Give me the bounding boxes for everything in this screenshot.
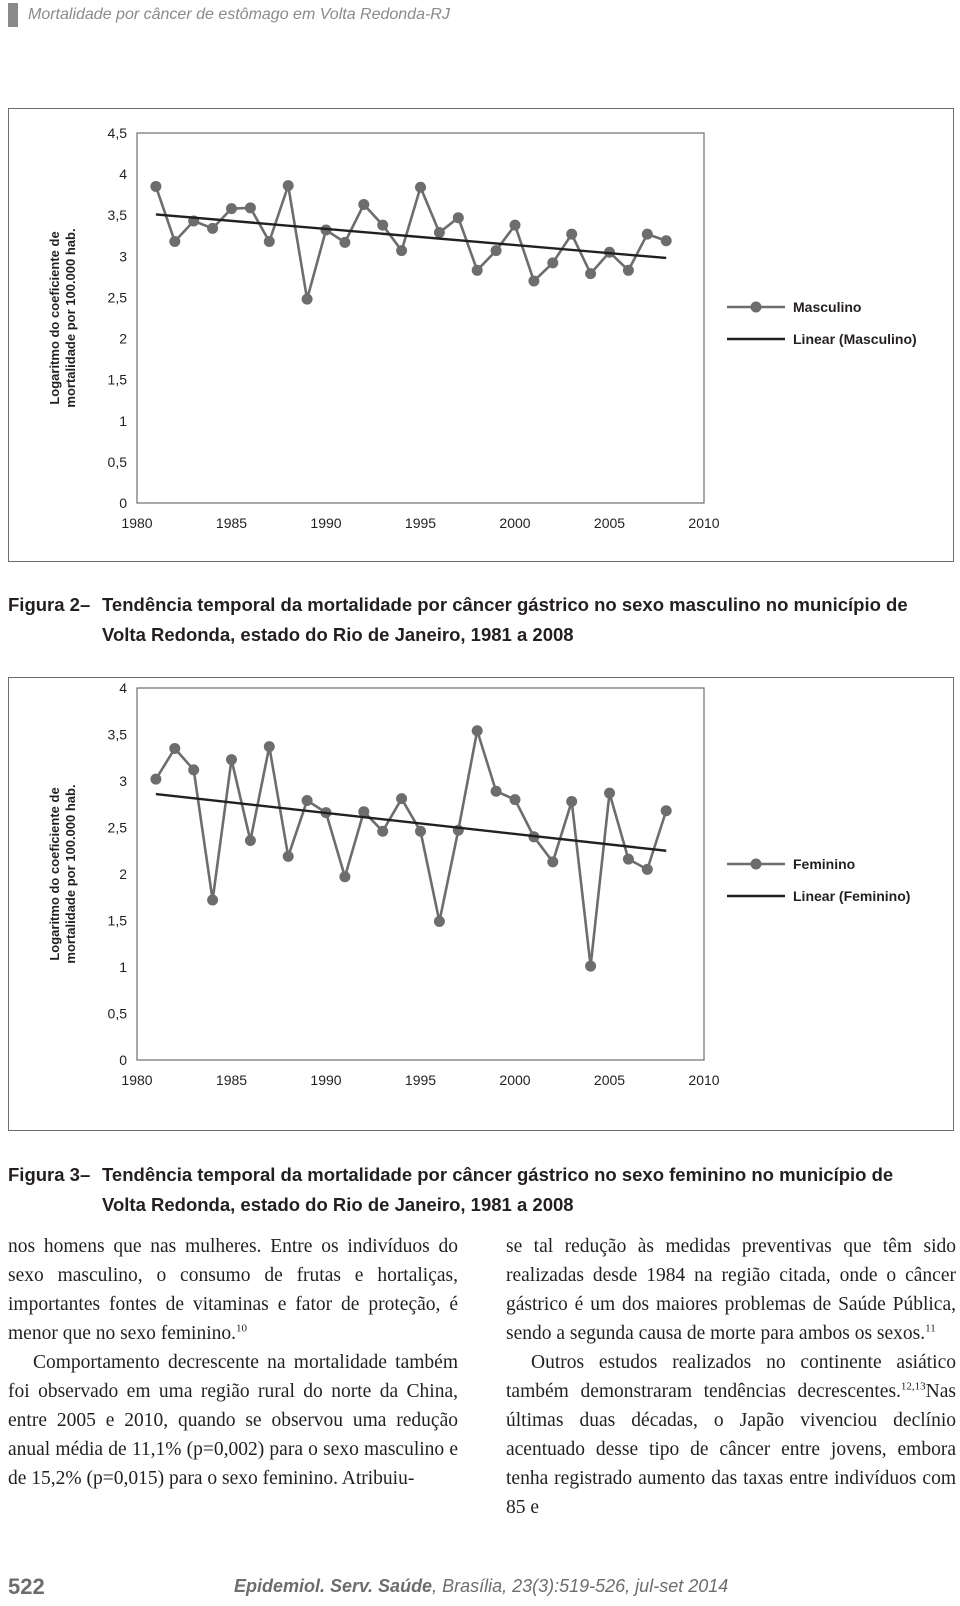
data-point — [566, 796, 577, 807]
data-point — [547, 257, 558, 268]
figure-2-dash: – — [80, 594, 91, 615]
data-point — [150, 181, 161, 192]
data-point — [358, 199, 369, 210]
data-point — [661, 235, 672, 246]
figure-3-caption — [8, 1160, 938, 1220]
data-point — [283, 851, 294, 862]
trend-line — [156, 794, 666, 851]
figure-2-number: Figura 2 — [8, 594, 80, 615]
data-point — [472, 725, 483, 736]
data-point — [377, 826, 388, 837]
figure-2-plot — [9, 109, 955, 563]
figure-3-plot — [9, 678, 955, 1132]
y-tick-label: 1,5 — [107, 912, 127, 929]
figure-3-dash: – — [80, 1164, 91, 1185]
data-point — [415, 826, 426, 837]
page-number: 522 — [8, 1574, 45, 1599]
x-tick-label: 2000 — [499, 515, 531, 531]
y-tick-label: 4 — [119, 680, 127, 696]
x-tick-label: 2005 — [593, 515, 626, 531]
figure-2-caption — [8, 590, 938, 650]
figure-3-caption-title: Tendência temporal da mortalidade por câncer gástrico no sexo feminino no município de Volta Redonda, estado do Rio de Janeiro, 1981 a 2008 — [102, 1164, 894, 1215]
data-point — [623, 265, 634, 276]
series-line — [156, 731, 666, 966]
data-point — [339, 237, 350, 248]
data-point — [207, 223, 218, 234]
data-point — [264, 236, 275, 247]
plot-area — [137, 688, 704, 1060]
x-tick-label: 2005 — [593, 1072, 626, 1088]
reference-superscript: 10 — [236, 1322, 247, 1335]
data-point — [623, 854, 634, 865]
legend-marker — [751, 859, 762, 870]
paragraph-text: Comportamento decrescente na mortalidade também foi observado em uma região rural do norte da China, entre 2005 e 2010, quando se observou uma redução anual média de 11,1% (p=0,002) para o sexo masculino e de 15,2% (p=0,015) para o sexo feminino. Atribuiu- — [8, 1352, 458, 1489]
citation-details: , Brasília, 23(3):519-526, jul-set 2014 — [432, 1576, 729, 1596]
paragraph-text: Outros estudos realizados no continente asiático também demonstraram tendências decrescentes. — [506, 1352, 956, 1402]
x-tick-label: 1985 — [215, 1072, 248, 1088]
y-tick-label: 0 — [119, 1052, 127, 1068]
y-tick-label: 2,5 — [107, 289, 127, 306]
data-point — [642, 864, 653, 875]
running-head-text: Mortalidade por câncer de estômago em Volta Redonda-RJ — [28, 6, 450, 23]
y-axis-label: Logaritmo do coeficiente de — [47, 231, 62, 405]
data-point — [585, 268, 596, 279]
y-tick-label: 2,5 — [107, 819, 127, 836]
paragraph — [506, 1232, 956, 1348]
data-point — [245, 835, 256, 846]
data-point — [472, 265, 483, 276]
data-point — [264, 741, 275, 752]
y-tick-label: 0,5 — [107, 453, 127, 470]
data-point — [339, 871, 350, 882]
data-point — [491, 245, 502, 256]
data-point — [528, 276, 539, 287]
paragraph-text: nos homens que nas mulheres. Entre os indivíduos do sexo masculino, o consumo de frutas e hortaliças, importantes fontes de vitaminas e fator de proteção, é menor que no sexo feminino. — [8, 1236, 458, 1344]
y-tick-label: 1 — [119, 412, 127, 429]
data-point — [169, 743, 180, 754]
legend-label: Feminino — [793, 856, 856, 872]
journal-name: Epidemiol. Serv. Saúde — [234, 1576, 433, 1596]
x-tick-label: 2010 — [688, 515, 720, 531]
x-tick-label: 1980 — [121, 1072, 153, 1088]
data-point — [302, 294, 313, 305]
y-tick-label: 3 — [119, 773, 127, 789]
data-point — [377, 220, 388, 231]
data-point — [453, 212, 464, 223]
data-point — [604, 788, 615, 799]
y-tick-label: 4 — [119, 166, 127, 183]
reference-superscript: 12,13 — [900, 1380, 926, 1393]
y-axis-label: mortalidade por 100.000 hab. — [63, 228, 78, 408]
data-point — [642, 229, 653, 240]
series-line — [156, 186, 666, 299]
x-tick-label: 2000 — [499, 1072, 531, 1088]
x-tick-label: 1995 — [404, 1072, 437, 1088]
data-point — [491, 786, 502, 797]
data-point — [188, 764, 199, 775]
y-axis-label: Logaritmo do coeficiente de — [47, 787, 62, 961]
paragraph — [506, 1348, 956, 1522]
data-point — [283, 180, 294, 191]
legend-label: Masculino — [793, 299, 862, 315]
page-footer — [8, 1574, 952, 1604]
x-tick-label: 1990 — [310, 1072, 342, 1088]
text-column-left — [8, 1232, 458, 1493]
figure-3-number: Figura 3 — [8, 1164, 80, 1185]
data-point — [396, 245, 407, 256]
figure-3-chart — [8, 677, 954, 1131]
x-tick-label: 1990 — [310, 515, 342, 531]
data-point — [415, 182, 426, 193]
running-head-bar — [8, 3, 18, 27]
x-tick-label: 2010 — [688, 1072, 720, 1088]
paragraph — [8, 1232, 458, 1348]
data-point — [547, 856, 558, 867]
data-point — [434, 227, 445, 238]
y-tick-label: 2 — [119, 330, 127, 347]
data-point — [245, 202, 256, 213]
data-point — [510, 220, 521, 231]
y-tick-label: 3,5 — [107, 207, 127, 224]
journal-citation — [234, 1576, 728, 1597]
data-point — [226, 754, 237, 765]
y-tick-label: 1,5 — [107, 371, 127, 388]
data-point — [207, 895, 218, 906]
paragraph-text: Nas últimas duas décadas, o Japão vivenciou declínio acentuado desse tipo de câncer entre jovens, embora tenha registrado aumento das taxas entre indivíduos com 85 e — [506, 1381, 956, 1518]
y-axis-label: mortalidade por 100.000 hab. — [63, 784, 78, 964]
text-column-right — [506, 1232, 956, 1522]
legend-label: Linear (Feminino) — [793, 888, 911, 904]
data-point — [396, 793, 407, 804]
paragraph — [8, 1348, 458, 1493]
data-point — [226, 203, 237, 214]
y-tick-label: 0 — [119, 495, 127, 511]
y-tick-label: 2 — [119, 866, 127, 882]
legend-marker — [751, 302, 762, 313]
x-tick-label: 1985 — [215, 515, 248, 531]
figure-2-chart — [8, 108, 954, 562]
x-tick-label: 1980 — [121, 515, 153, 531]
paragraph-text: se tal redução às medidas preventivas que têm sido realizadas desde 1984 na região citada, onde o câncer gástrico é um dos maiores problemas de Saúde Pública, sendo a segunda causa de morte para ambos os sexos. — [506, 1236, 956, 1344]
y-tick-label: 1 — [119, 959, 127, 975]
data-point — [150, 774, 161, 785]
data-point — [585, 961, 596, 972]
x-tick-label: 1995 — [404, 515, 437, 531]
y-tick-label: 4,5 — [107, 125, 127, 141]
data-point — [661, 805, 672, 816]
legend-label: Linear (Masculino) — [793, 331, 917, 347]
data-point — [566, 229, 577, 240]
data-point — [434, 916, 445, 927]
y-tick-label: 0,5 — [107, 1005, 127, 1022]
data-point — [169, 236, 180, 247]
running-head — [8, 2, 450, 28]
data-point — [302, 795, 313, 806]
reference-superscript: 11 — [925, 1322, 936, 1335]
y-tick-label: 3 — [119, 248, 127, 265]
data-point — [510, 794, 521, 805]
y-tick-label: 3,5 — [107, 726, 127, 743]
figure-2-caption-title: Tendência temporal da mortalidade por câncer gástrico no sexo masculino no município de Volta Redonda, estado do Rio de Janeiro, 1981 a 2008 — [102, 594, 908, 645]
